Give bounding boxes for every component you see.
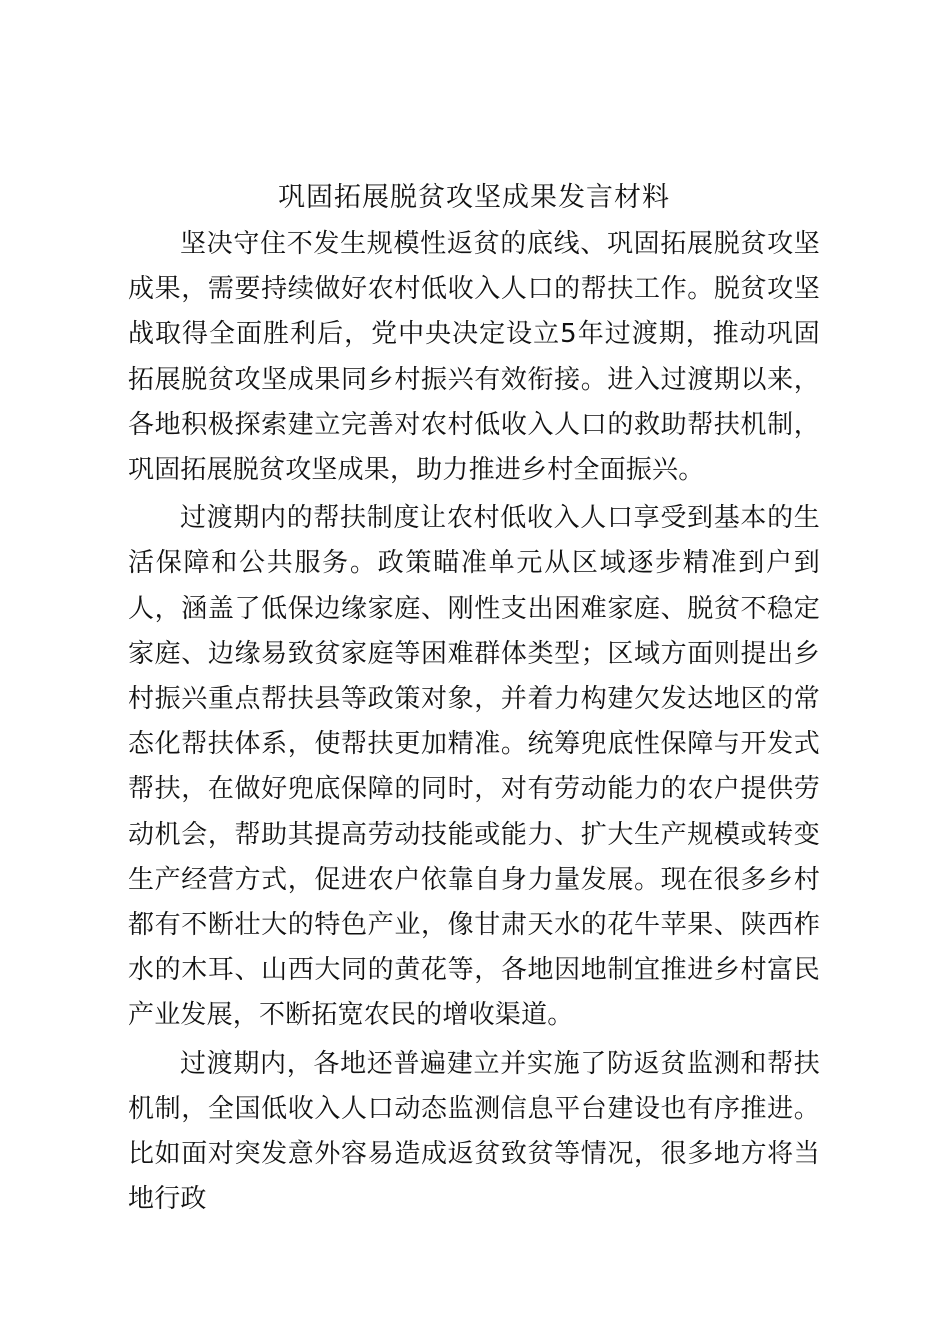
paragraph-1: 坚决守住不发生规模性返贫的底线、巩固拓展脱贫攻坚成果，需要持续做好农村低收入人口的帮扶工作。脱贫攻坚战取得全面胜利后，党中央决定设立5年过渡期，推动巩固拓展脱贫攻坚成果同乡村振兴有效衔接。进入过渡期以来，各地积极探索建立完善对农村低收入人口的救助帮扶机制，巩固拓展脱贫攻坚成果，助力推进乡村全面振兴。 bbox=[128, 229, 820, 486]
document-title: 巩固拓展脱贫攻坚成果发言材料 bbox=[278, 182, 670, 213]
paragraph-3: 过渡期内，各地还普遍建立并实施了防返贫监测和帮扶机制，全国低收入人口动态监测信息平台建设也有序推进。比如面对突发意外容易造成返贫致贫等情况，很多地方将当地行政 bbox=[128, 1048, 820, 1215]
document-body bbox=[128, 222, 820, 1222]
paragraph-2: 过渡期内的帮扶制度让农村低收入人口享受到基本的生活保障和公共服务。政策瞄准单元从区域逐步精准到户到人，涵盖了低保边缘家庭、刚性支出困难家庭、脱贫不稳定家庭、边缘易致贫家庭等困难群体类型；区域方面则提出乡村振兴重点帮扶县等政策对象，并着力构建欠发达地区的常态化帮扶体系，使帮扶更加精准。统筹兜底性保障与开发式帮扶，在做好兜底保障的同时，对有劳动能力的农户提供劳动机会，帮助其提高劳动技能或能力、扩大生产规模或转变生产经营方式，促进农户依靠自身力量发展。现在很多乡村都有不断壮大的特色产业，像甘肃天水的花牛苹果、陕西柞水的木耳、山西大同的黄花等，各地因地制宜推进乡村富民产业发展，不断拓宽农民的增收渠道。 bbox=[128, 503, 820, 1031]
